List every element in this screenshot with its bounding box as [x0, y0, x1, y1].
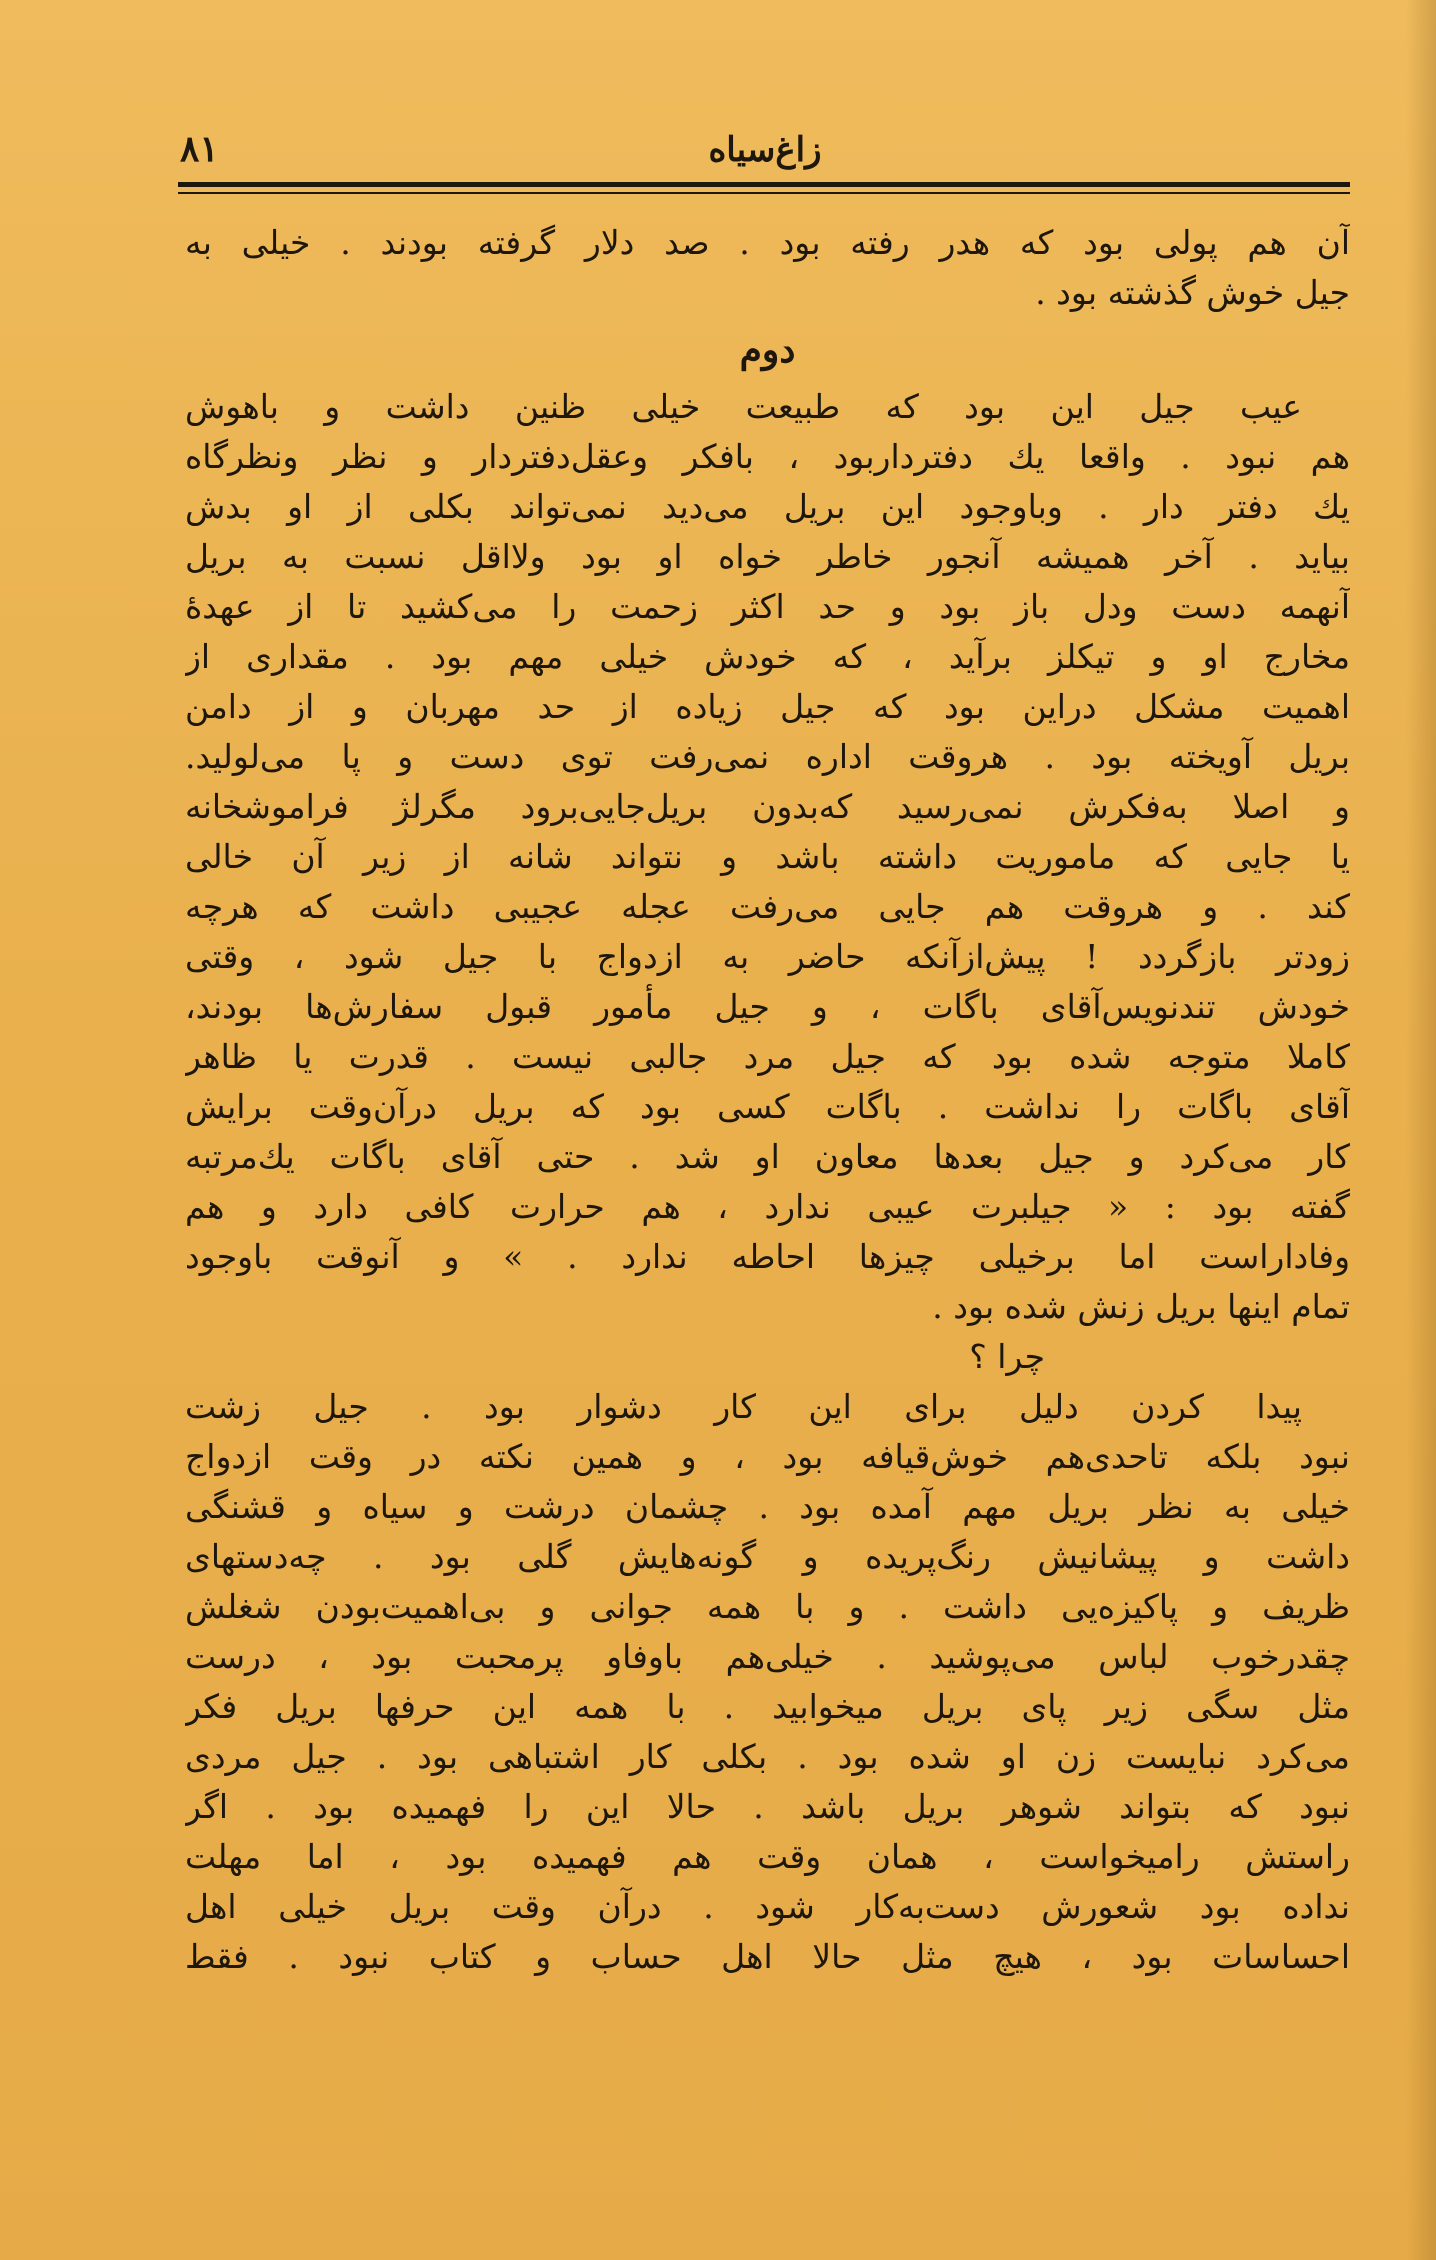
text-line: خودش تندنویس‌آقای باگات ، و جیل مأمور قبول سفارش‌ها بودند، — [185, 987, 1350, 1026]
running-title: زاغ‌سیاه — [708, 130, 822, 170]
text-line: یك دفتر دار . وباوجود این بریل می‌دید نمی‌تواند بکلی از او بدش — [185, 487, 1350, 526]
text-line: آن هم پولی بود که هدر رفته بود . صد دلار گرفته بودند . خیلی به — [185, 223, 1350, 262]
text-line: آقای باگات را نداشت . باگات کسی بود که بریل درآن‌وقت برایش — [185, 1087, 1350, 1126]
text-line: کاملا متوجه شده بود که جیل مرد جالبی نیست . قدرت یا ظاهر — [185, 1037, 1350, 1076]
text-line: جیل خوش گذشته بود . — [1035, 273, 1350, 312]
header-rule-thick — [178, 182, 1350, 187]
text-line: پیدا کردن دلیل برای این کار دشوار بود . جیل زشت — [185, 1387, 1302, 1426]
text-line: هم نبود . واقعا یك دفتردار‌بود ، بافکر وعقل‌دفتردار و نظر ونظرگاه — [185, 437, 1350, 476]
text-line: نداده بود شعورش دست‌به‌کار شود . درآن وقت بریل خیلی اهل — [185, 1887, 1350, 1926]
text-line: خیلی به نظر بریل مهم آمده بود . چشمان درشت و سیاه و قشنگی — [185, 1487, 1350, 1526]
text-line: اهمیت مشکل دراین بود که جیل زیاده از حد مهربان و از دامن — [185, 687, 1350, 726]
text-line: نبود که بتواند شوهر بریل باشد . حالا این را فهمیده بود . اگر — [185, 1787, 1350, 1826]
text-line: بریل آویخته بود . هروقت اداره نمی‌رفت توی دست و پا می‌لولید. — [185, 737, 1350, 776]
text-line: احساسات بود ، هیچ مثل حالا اهل حساب و کتاب نبود . فقط — [185, 1937, 1350, 1976]
page-header — [180, 128, 1350, 176]
text-line: یا جایی که ماموریت داشته باشد و نتواند شانه از زیر آن خالی — [185, 837, 1350, 876]
text-line: کار می‌کرد و جیل بعدها معاون او شد . حتی آقای باگات یك‌مرتبه — [185, 1137, 1350, 1176]
text-line: می‌کرد نبایست زن او شده بود . بکلی کار اشتباهی بود . جیل مردی — [185, 1737, 1350, 1776]
text-line: گفته بود : « جیلبرت عیبی ندارد ، هم حرارت کافی دارد و هم — [185, 1187, 1350, 1226]
page-edge-shadow — [1406, 0, 1436, 2260]
text-line: مخارج او و تیکلز برآید ، که خودش خیلی مهم بود . مقداری از — [185, 637, 1350, 676]
text-line: راستش رامیخواست ، همان وقت هم فهمیده بود ، اما مهلت — [185, 1837, 1350, 1876]
body-text — [185, 218, 1350, 1982]
text-line: وفاداراست اما برخیلی چیزها احاطه ندارد . » و آنوقت باوجود — [185, 1237, 1350, 1276]
section-title: دوم — [739, 329, 796, 371]
text-line: مثل سگی زیر پای بریل میخوابید . با همه این حرفها بریل فکر — [185, 1687, 1350, 1726]
text-line: کند . و هروقت هم جایی می‌رفت عجله عجیبی داشت که هرچه — [185, 887, 1350, 926]
page-number: ۸۱ — [180, 128, 219, 170]
text-line: ظریف و پاکیزه‌یی داشت . و با همه جوانی و بی‌اهمیت‌بودن شغلش — [185, 1587, 1350, 1626]
text-line: نبود بلکه تاحدی‌هم خوش‌قیافه بود ، و همین نکته در وقت ازدواج — [185, 1437, 1350, 1476]
text-line: و اصلا به‌فکرش نمی‌رسید که‌بدون بریل‌جایی‌برود مگرلژ فراموشخانه — [185, 787, 1350, 826]
text-line: تمام اینها بریل زنش شده بود . — [932, 1287, 1350, 1326]
text-line: چقدرخوب لباس می‌پوشید . خیلی‌هم باوفاو پرمحبت بود ، درست — [185, 1637, 1350, 1676]
text-line: زودتر بازگردد ! پیش‌ازآنکه حاضر به ازدواج با جیل شود ، وقتی — [185, 937, 1350, 976]
question-line: چرا ؟ — [969, 1337, 1045, 1376]
header-rule-thin — [178, 192, 1350, 194]
text-line: عیب جیل این بود که طبیعت خیلی ظنین داشت و باهوش — [185, 387, 1302, 426]
text-line: بیاید . آخر همیشه آنجور خاطر خواه او بود ولااقل نسبت به بریل — [185, 537, 1350, 576]
text-line: داشت و پیشانیش رنگ‌پریده و گونه‌هایش گلی بود . چه‌دستهای — [185, 1537, 1350, 1576]
text-line: آنهمه دست ودل‌ باز بود و حد اکثر زحمت را می‌کشید تا از عهدهٔ — [185, 587, 1350, 626]
